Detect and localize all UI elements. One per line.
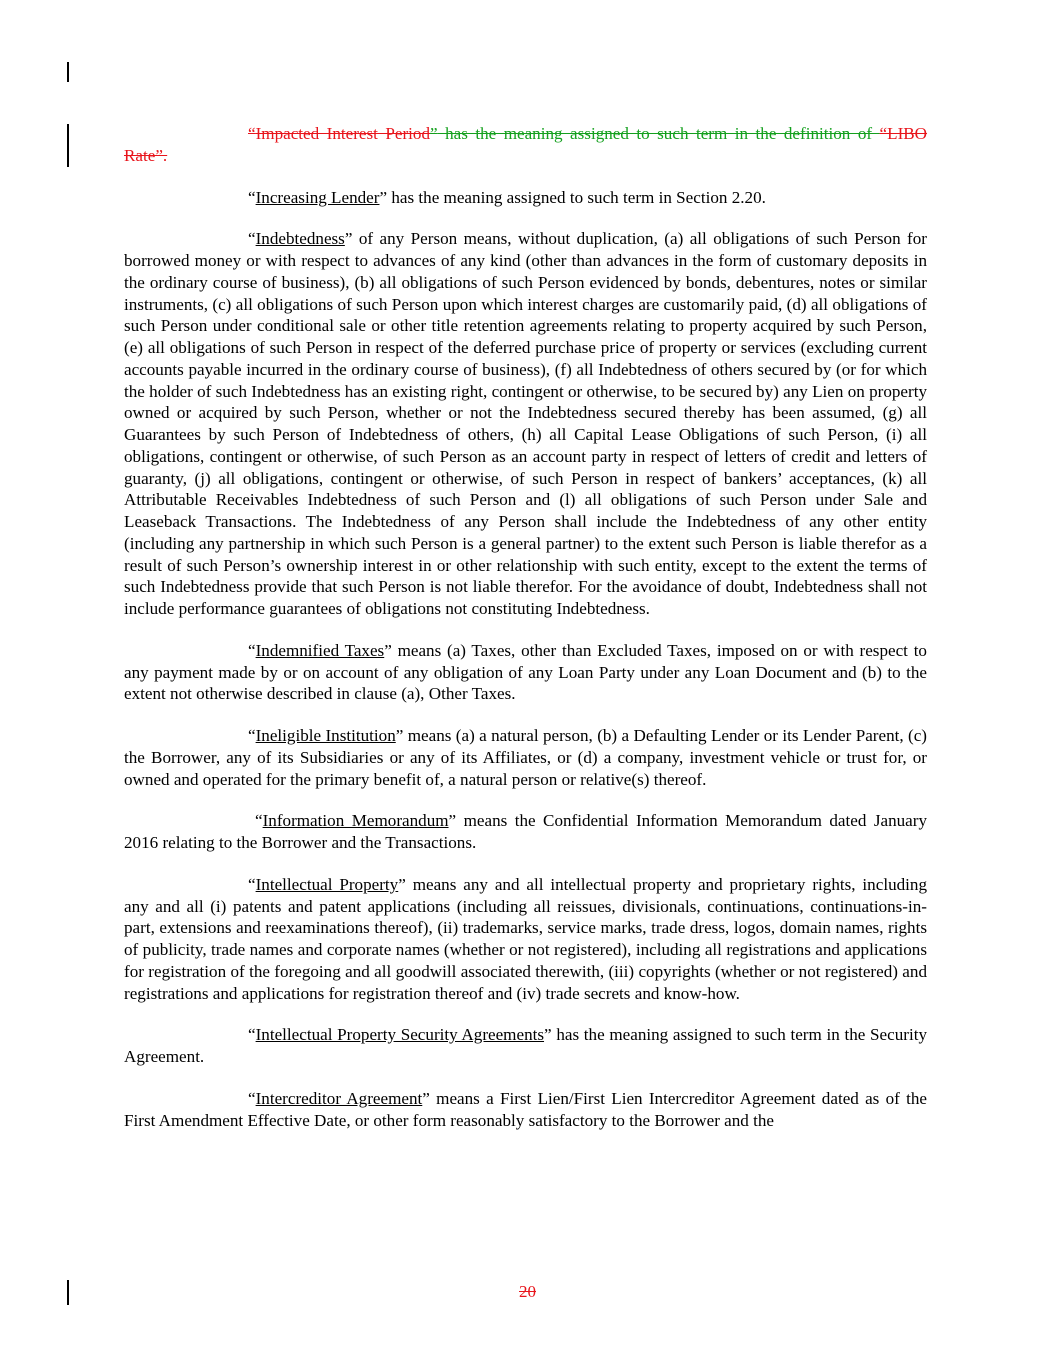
defined-term: Increasing Lender [255,187,380,207]
open-quote: “ [255,811,263,831]
definition-paragraph [124,874,927,1005]
close-quote: ” [422,1088,430,1108]
definition-text: has the meaning assigned to such term in Section 2.20. [387,187,766,207]
defined-term: Ineligible Institution [255,726,396,745]
deleted-close-quote: ” [430,124,438,143]
definition-text: means the Confidential Information Memorandum dated January 2016 relating to the Borrower and the Transactions. [124,811,927,852]
defined-term: Intellectual Property Security Agreements [255,1025,545,1045]
close-quote: ” [379,187,388,207]
definition-paragraph [124,228,927,620]
change-bar [67,62,69,82]
defined-term: Information Memorandum [262,811,449,831]
deleted-open-quote: “ [248,124,256,143]
close-quote: ” [384,640,392,660]
defined-term: Intercreditor Agreement [255,1088,423,1108]
defined-term: Intellectual Property [255,874,399,894]
definition-text: means (a) a natural person, (b) a Defaulting Lender or its Lender Parent, (c) the Borrower, any of its Subsidiaries or any of its Affiliates, or (d) a company, investment vehicle or trust for, or owned and operated for the primary benefit of, a natural person or relative(s) thereof. [124,726,927,789]
definition-text: means (a) Taxes, other than Excluded Taxes, imposed on or with respect to any payment made by or on account of any obligation of any Loan Party under any Loan Document and (b) to the extent not otherwise described in clause (a), Other Taxes. [124,640,927,704]
open-quote: “ [248,229,256,249]
defined-term: Indemnified Taxes [255,640,385,660]
definition-paragraph [124,810,927,854]
open-quote: “ [248,640,256,660]
definition-paragraph [124,725,927,790]
open-quote: “ [248,1088,256,1108]
close-quote: ” [344,229,353,249]
defined-term: Indebtedness [255,229,345,249]
definition-text: has the meaning assigned to such term in the Security Agreement. [124,1025,928,1066]
open-quote: “ [248,874,256,894]
definitions-body [124,123,927,1151]
open-quote: “ [248,1025,256,1045]
definition-text: means any and all intellectual property and proprietary rights, including any and all (i) patents and patent applications (including all reissues, divisionals, continuations, continuations-in-part, extensions and reexaminations thereof), (ii) trademarks, service marks, trade dress, logos, domain names, rights of publicity, trade names and corporate names (whether or not registered), including all registrations and applications for registration of the foregoing and all goodwill associated therewith, (iii) copyrights (whether or not registered) and registrations and applications for registration thereof and (iv) trade secrets and know-how. [124,874,928,1003]
deleted-term: Impacted Interest Period [255,124,431,143]
deleted-definition-paragraph [124,123,927,167]
change-bar [67,124,69,167]
definition-paragraph [124,1024,927,1068]
definition-paragraph [124,187,927,209]
close-quote: ” [395,726,404,745]
close-quote: ” [398,874,406,894]
definition-paragraph [124,1088,927,1132]
definition-text: means a First Lien/First Lien Intercreditor Agreement dated as of the First Amendment Effective Date, or other form reasonably satisfactory to the Borrower and the [124,1088,927,1130]
open-quote: “ [248,187,256,207]
definition-paragraph [124,640,927,705]
open-quote: “ [248,726,256,745]
page-number: 20 [519,1282,536,1301]
close-quote: ” [448,811,457,831]
deleted-definition-text: has the meaning assigned to such term in the definition of [437,124,880,143]
definition-text: of any Person means, without duplication, (a) all obligations of such Person for borrowed money or with respect to advances of any kind (other than advances in the form of customary deposits in the ordinary course of business), (b) all obligations of such Person evidenced by bonds, debentures, notes or similar instruments, (c) all obligations of such Person upon which interest charges are customarily paid, (d) all obligations of such Person under conditional sale or other title retention agreements relating to property acquired by such Person, (e) all obligations of such Person in respect of the deferred purchase price of property or services (excluding current accounts payable incurred in the ordinary course of business), (f) all Indebtedness of others secured by (or for which the holder of such Indebtedness has an existing right, contingent or otherwise, to be secured by) any Lien on property owned or acquired by such Person, whether or not the Indebtedness secured thereby has been assumed, (g) all Guarantees by such Person of Indebtedness of others, (h) all Capital Lease Obligations of such Person, (i) all obligations, contingent or otherwise, of such Person as an account party in respect of letters of credit and letters of guaranty, (j) all obligations, contingent or otherwise, of such Person in respect of bankers’ acceptances, (k) all Attributable Receivables Indebtedness of such Person and (l) all obligations of such Person under Sale and Leaseback Transactions. The Indebtedness of any Person shall include the Indebtedness of any other entity (including any partnership in which such Person is a general partner) to the extent such Person is liable therefor as a result of such Person’s ownership interest in or other relationship with such entity, except to the extent the terms of such Indebtedness provide that such Person is not liable therefor. For the avoidance of doubt, Indebtedness shall not include performance guarantees of obligations not constituting Indebtedness. [124,229,927,618]
deleted-definition-ref: “LIBO Rate”. [124,124,928,165]
close-quote: ” [544,1025,552,1045]
